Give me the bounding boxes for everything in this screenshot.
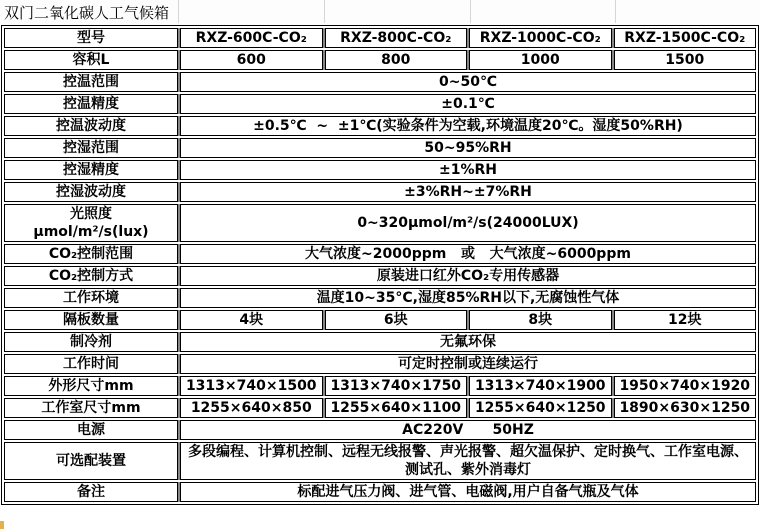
gridline bbox=[470, 0, 471, 23]
table-row bbox=[4, 266, 756, 286]
table-row bbox=[4, 398, 756, 418]
cell-value: 大气浓度~2000ppm 或 大气浓度~6000ppm bbox=[180, 244, 756, 264]
cell-value: RXZ-1500C-CO₂ bbox=[614, 28, 757, 48]
row-label: 制冷剂 bbox=[4, 332, 178, 352]
table-row bbox=[4, 138, 756, 158]
row-label: 工作室尺寸mm bbox=[4, 398, 178, 418]
cell-value: 1255×640×1100 bbox=[325, 398, 468, 418]
cell-value: 1890×630×1250 bbox=[614, 398, 757, 418]
cell-value: RXZ-1000C-CO₂ bbox=[469, 28, 612, 48]
cell-value: ±1%RH bbox=[180, 160, 756, 180]
table-row bbox=[4, 94, 756, 114]
row-label: 控湿波动度 bbox=[4, 182, 178, 202]
row-label: 工作环境 bbox=[4, 288, 178, 308]
row-label: 控湿精度 bbox=[4, 160, 178, 180]
table-row bbox=[4, 288, 756, 308]
row-label: 控温波动度 bbox=[4, 116, 178, 136]
row-label-line2: μmol/m²/s(lux) bbox=[33, 224, 149, 240]
cell-value: 1950×740×1920 bbox=[614, 376, 757, 396]
spec-table bbox=[1, 25, 759, 505]
row-label: 隔板数量 bbox=[4, 310, 178, 330]
cell-value: 8块 bbox=[469, 310, 612, 330]
table-row bbox=[4, 116, 756, 136]
table-row bbox=[4, 244, 756, 264]
row-label: 容积L bbox=[4, 50, 178, 70]
row-label: CO₂控制范围 bbox=[4, 244, 178, 264]
corner-artifact bbox=[0, 521, 4, 529]
cell-value: RXZ-800C-CO₂ bbox=[325, 28, 468, 48]
table-row bbox=[4, 28, 756, 48]
cell-value: 1313×740×1900 bbox=[469, 376, 612, 396]
gridline bbox=[615, 0, 616, 23]
table-row bbox=[4, 50, 756, 70]
row-label-line1: 光照度 bbox=[70, 206, 112, 222]
row-label: 控温精度 bbox=[4, 94, 178, 114]
table-row bbox=[4, 310, 756, 330]
row-label: 工作时间 bbox=[4, 354, 178, 374]
row-label: 电源 bbox=[4, 420, 178, 440]
cell-value: 1500 bbox=[614, 50, 757, 70]
table-row bbox=[4, 420, 756, 440]
cell-value: 1255×640×850 bbox=[180, 398, 323, 418]
cell-value: 6块 bbox=[325, 310, 468, 330]
row-label: 备注 bbox=[4, 482, 178, 502]
gridline bbox=[178, 0, 179, 23]
cell-value: 温度10~35°C,湿度85%RH以下,无腐蚀性气体 bbox=[180, 288, 756, 308]
row-label: CO₂控制方式 bbox=[4, 266, 178, 286]
cell-value: 12块 bbox=[614, 310, 757, 330]
row-label: 控温范围 bbox=[4, 72, 178, 92]
cell-value: 1313×740×1500 bbox=[180, 376, 323, 396]
cell-value: AC220V 50HZ bbox=[180, 420, 756, 440]
cell-value: RXZ-600C-CO₂ bbox=[180, 28, 323, 48]
row-label: 控湿范围 bbox=[4, 138, 178, 158]
row-label bbox=[4, 204, 178, 242]
table-row bbox=[4, 72, 756, 92]
table-row bbox=[4, 482, 756, 502]
table-row bbox=[4, 332, 756, 352]
page-title: 双门二氧化碳人工气候箱 bbox=[4, 4, 170, 22]
cell-value: 800 bbox=[325, 50, 468, 70]
cell-value: 可定时控制或连续运行 bbox=[180, 354, 756, 374]
table-row bbox=[4, 442, 756, 480]
cell-value: ±0.5℃ ~ ±1℃(实验条件为空载,环境温度20℃。湿度50%RH) bbox=[180, 116, 756, 136]
table-row bbox=[4, 204, 756, 242]
row-label: 外形尺寸mm bbox=[4, 376, 178, 396]
cell-value: 无氟环保 bbox=[180, 332, 756, 352]
table-row bbox=[4, 160, 756, 180]
cell-value: 1000 bbox=[469, 50, 612, 70]
cell-value: 1255×640×1250 bbox=[469, 398, 612, 418]
cell-value: 多段编程、计算机控制、远程无线报警、声光报警、超欠温保护、定时换气、工作室电源、测试孔、紫外消毒灯 bbox=[180, 442, 756, 480]
cell-value: ±3%RH~±7%RH bbox=[180, 182, 756, 202]
row-label: 型号 bbox=[4, 28, 178, 48]
row-label: 可选配装置 bbox=[4, 442, 178, 480]
table-row bbox=[4, 354, 756, 374]
cell-value: 600 bbox=[180, 50, 323, 70]
table-row bbox=[4, 376, 756, 396]
cell-value: 标配进气压力阀、进气管、电磁阀,用户自备气瓶及气体 bbox=[180, 482, 756, 502]
table-title-bar bbox=[0, 0, 760, 25]
cell-value: 1313×740×1750 bbox=[325, 376, 468, 396]
cell-value: 原装进口红外CO₂专用传感器 bbox=[180, 266, 756, 286]
cell-value: 0~320μmol/m²/s(24000LUX) bbox=[180, 204, 756, 242]
cell-value: 0~50℃ bbox=[180, 72, 756, 92]
cell-value: 4块 bbox=[180, 310, 323, 330]
table-row bbox=[4, 182, 756, 202]
gridline bbox=[324, 0, 325, 23]
cell-value: 50~95%RH bbox=[180, 138, 756, 158]
cell-value: ±0.1℃ bbox=[180, 94, 756, 114]
